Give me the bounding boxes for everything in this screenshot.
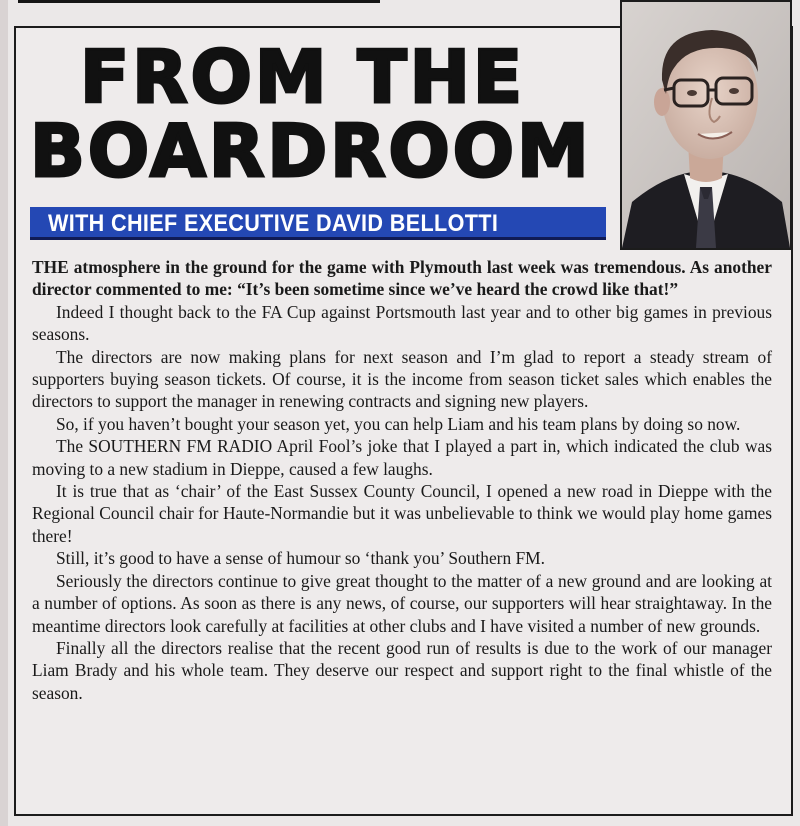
byline-banner: [30, 207, 606, 240]
paragraph: Finally all the directors realise that the recent good run of results is due to the work of our manager Liam Brady and his whole team. They deserve our respect and support right to the final whistle of the season.: [32, 637, 772, 703]
paragraph: The SOUTHERN FM RADIO April Fool’s joke that I played a part in, which indicated the club was moving to a new stadium in Dieppe, caused a few laughs.: [32, 436, 772, 479]
article-body: [32, 256, 772, 704]
paragraph: Seriously the directors continue to give great thought to the matter of a new ground and are looking at a number of options. As soon as there is any news, of course, our supporters will hear straightaway. In the meantime directors look carefully at facilities at other clubs and I have visited a number of new grounds.: [32, 570, 772, 636]
paragraph: Still, it’s good to have a sense of humour so ‘thank you’ Southern FM.: [56, 548, 545, 569]
portrait-image: [622, 2, 790, 248]
headline-line-1: FROM THE: [80, 35, 526, 119]
author-photo: [620, 0, 792, 250]
top-rule: [18, 0, 380, 3]
paragraph: Indeed I thought back to the FA Cup against Portsmouth last year and to other big games in previous seasons.: [32, 301, 772, 345]
lead-paragraph: THE atmosphere in the ground for the game with Plymouth last week was tremendous. As another director commented to me: “It’s been sometime since we’ve heard the crowd like that!”: [32, 257, 772, 300]
paragraph: The directors are now making plans for next season and I’m glad to report a steady stream of supporters buying season tickets. Of course, it is the income from season ticket sales which enables the directors to support the manager in renewing contracts and signing new players.: [32, 346, 772, 412]
headline: [30, 35, 600, 193]
paragraph: So, if you haven’t bought your season yet, you can help Liam and his team plans by doing so now.: [56, 413, 741, 434]
page-edge: [0, 0, 8, 826]
headline-line-2: BOARDROOM: [30, 109, 592, 193]
paragraph: It is true that as ‘chair’ of the East Sussex County Council, I opened a new road in Dieppe with the Regional Council chair for Haute-Normandie but it was unbelievable to think we would play home games there!: [32, 481, 772, 546]
byline-text: WITH CHIEF EXECUTIVE DAVID BELLOTTI: [48, 210, 499, 237]
